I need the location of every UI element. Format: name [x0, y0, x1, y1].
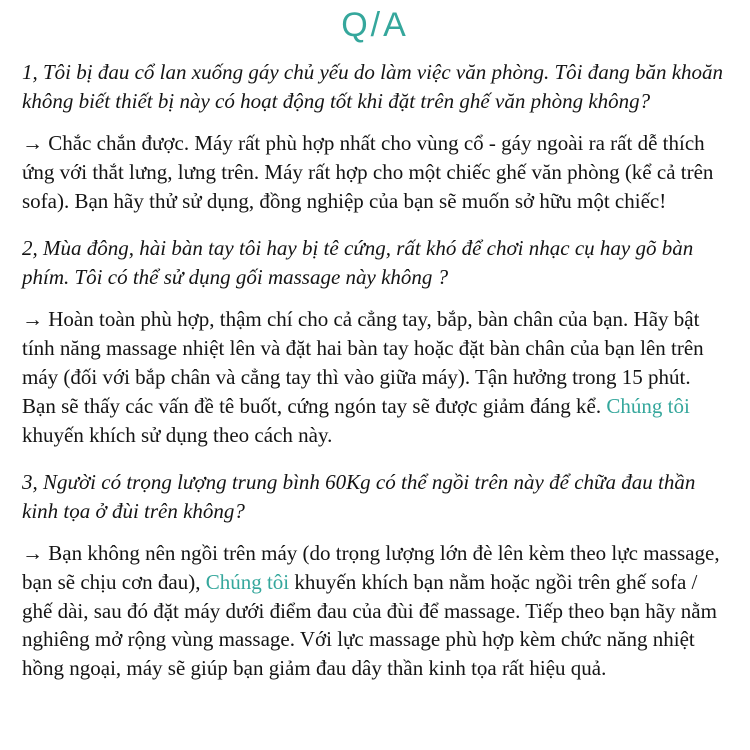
- question-text: 1, Tôi bị đau cổ lan xuống gáy chủ yếu do làm việc văn phòng. Tôi đang băn khoăn không biết thiết bị này có hoạt động tốt khi đặt trên ghế văn phòng không?: [22, 60, 724, 113]
- answer-segment: → Hoàn toàn phù hợp, thậm chí cho cả cẳng tay, bắp, bàn chân của bạn. Hãy bật tính năng massage nhiệt lên và đặt hai bàn tay hoặc đặt bàn chân của bạn lên trên máy (đối với bắp chân và cẳng tay thì vào giữa máy). Tận hưởng trong 15 phút. Bạn sẽ thấy các vấn đề tê buốt, cứng ngón tay sẽ được giảm đáng kể.: [22, 306, 704, 418]
- question-text: 3, Người có trọng lượng trung bình 60Kg có thể ngồi trên này để chữa đau thần kinh tọa ở đùi trên không?: [22, 469, 696, 523]
- answer-highlight: Chúng tôi: [606, 393, 690, 418]
- answer-text: [22, 305, 728, 450]
- answer-segment: khuyến khích bạn nằm hoặc ngồi trên ghế sofa / ghế dài, sau đó đặt máy dưới điểm đau của đùi để massage. Tiếp theo bạn hãy nằm nghiêng mở rộng vùng massage. Với lực massage phù hợp kèm chức năng nhiệt hồng ngoại, máy sẽ giúp bạn giảm đau dây thần kinh tọa rất hiệu quả.: [22, 569, 717, 681]
- page-title: Q/A: [341, 6, 409, 44]
- question-text: 2, Mùa đông, hài bàn tay tôi hay bị tê cứng, rất khó để chơi nhạc cụ hay gõ bàn phím. Tôi có thể sử dụng gối massage này không ?: [22, 235, 694, 289]
- answer-segment: → Chắc chắn được. Máy rất phù hợp nhất cho vùng cổ - gáy ngoài ra rất dễ thích ứng với thắt lưng, lưng trên. Máy rất hợp cho một chiếc ghế văn phòng (kể cả trên sofa). Bạn hãy thử sử dụng, đồng nghiệp của bạn sẽ muốn sở hữu một chiếc!: [22, 130, 714, 213]
- answer-text: [22, 129, 728, 216]
- qa-item: [22, 468, 728, 684]
- answer-segment: khuyến khích sử dụng theo cách này.: [22, 422, 333, 447]
- qa-item: [22, 234, 728, 450]
- answer-highlight: Chúng tôi: [205, 569, 290, 594]
- qa-item: [22, 58, 728, 216]
- answer-segment: → Bạn không nên ngồi trên máy (do trọng lượng lớn đè lên kèm theo lực massage, bạn sẽ chịu cơn đau),: [22, 540, 720, 594]
- answer-text: [22, 539, 728, 684]
- qa-list: [22, 58, 728, 683]
